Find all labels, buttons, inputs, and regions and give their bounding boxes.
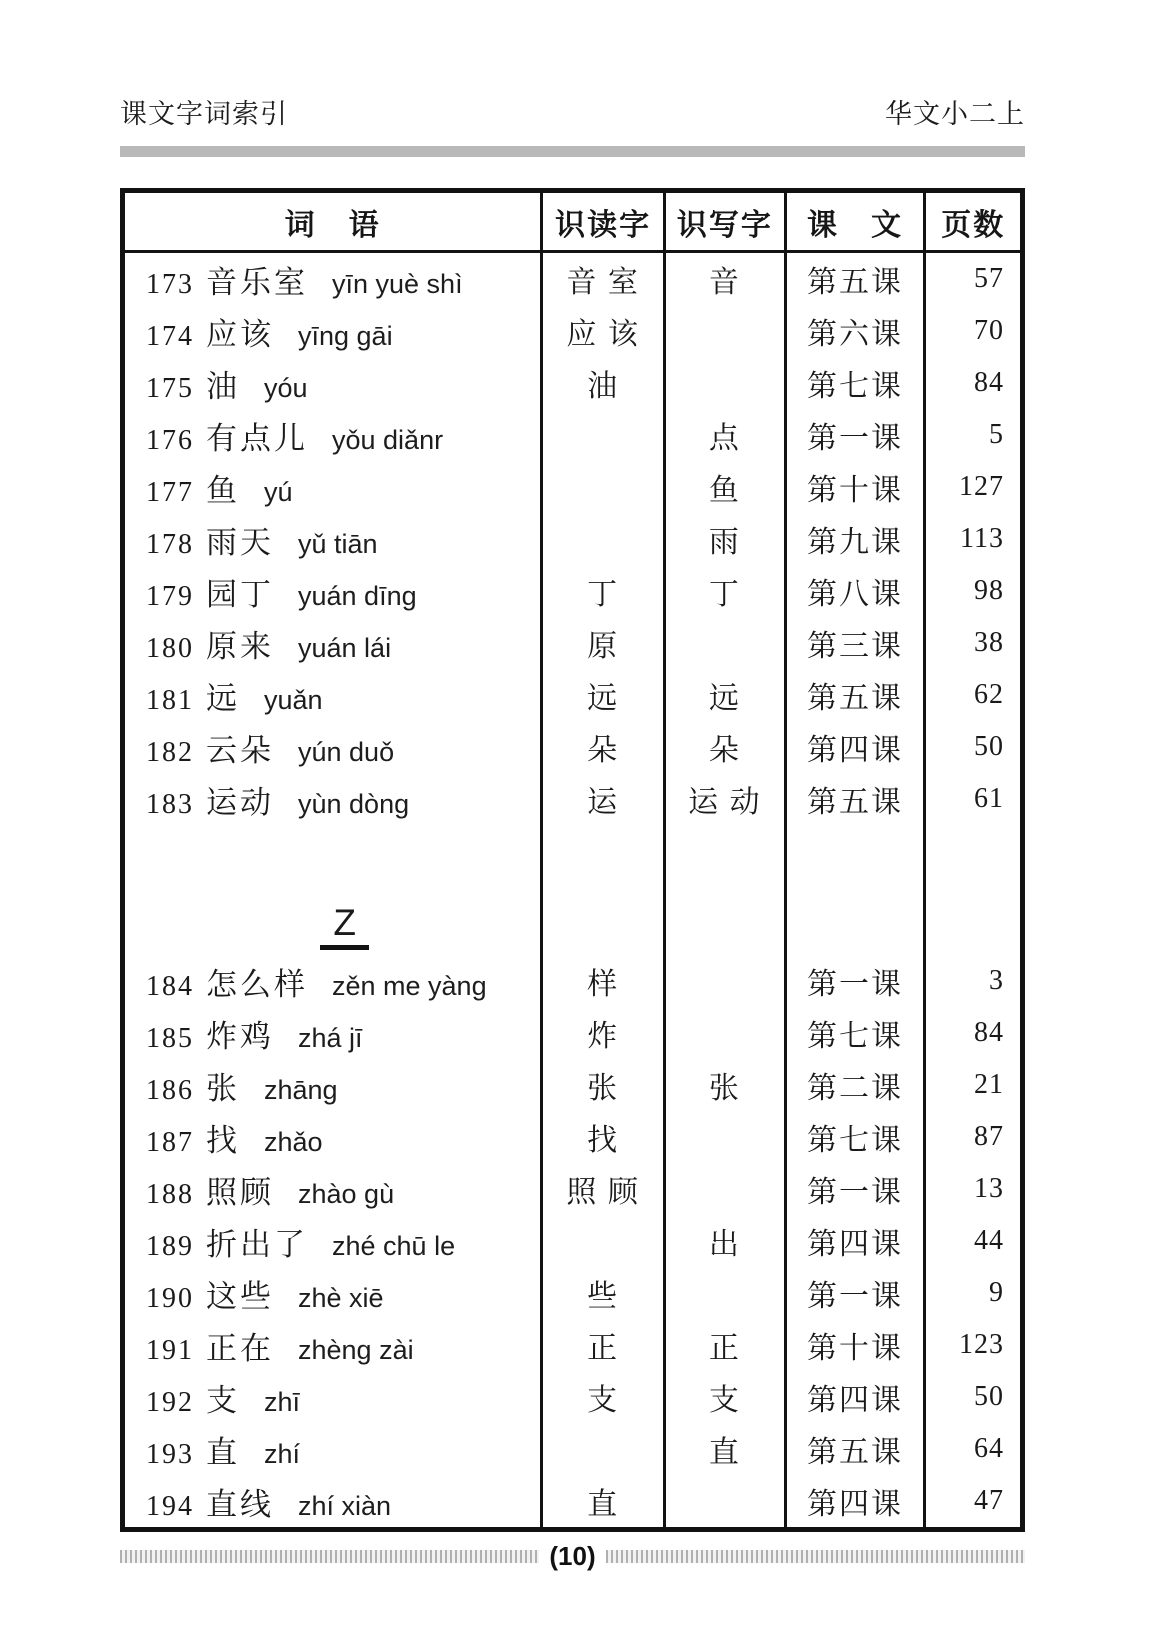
section-empty-cell (542, 825, 665, 955)
header-divider (120, 146, 1025, 157)
table-row (123, 1371, 1023, 1423)
lesson-cell: 第六课 (785, 305, 925, 357)
write-chars-cell: 出 (665, 1215, 786, 1267)
col-header-lesson: 课 文 (785, 191, 925, 252)
word-number: 183 (146, 788, 194, 820)
table-row (123, 721, 1023, 773)
lesson-cell: 第二课 (785, 1059, 925, 1111)
page-number-cell: 64 (925, 1423, 1023, 1475)
word-number: 193 (146, 1438, 194, 1470)
lesson-cell: 第四课 (785, 1215, 925, 1267)
write-chars-cell (665, 357, 786, 409)
word-hanzi: 音乐室 (206, 264, 308, 300)
footer-stripe-right (606, 1550, 1025, 1563)
word-cell (123, 773, 542, 825)
write-chars-cell: 鱼 (665, 461, 786, 513)
word-cell (123, 1423, 542, 1475)
page-footer (120, 1541, 1025, 1572)
table-row (123, 461, 1023, 513)
word-line (126, 621, 539, 666)
read-chars-cell: 照 顾 (542, 1163, 665, 1215)
word-pinyin: zhí (264, 1438, 301, 1469)
word-cell (123, 1163, 542, 1215)
read-chars-cell: 油 (542, 357, 665, 409)
write-chars-cell: 正 (665, 1319, 786, 1371)
write-chars-cell: 运 动 (665, 773, 786, 825)
word-hanzi: 应该 (206, 316, 274, 352)
page-number-cell: 113 (925, 513, 1023, 565)
word-pinyin: zěn me yàng (332, 970, 487, 1001)
word-cell (123, 1007, 542, 1059)
word-hanzi: 正在 (206, 1330, 274, 1366)
table-row (123, 1007, 1023, 1059)
word-pinyin: yùn dòng (298, 788, 410, 819)
read-chars-cell (542, 1423, 665, 1475)
word-line (126, 1115, 539, 1160)
lesson-cell: 第五课 (785, 1423, 925, 1475)
word-line (126, 725, 539, 770)
lesson-cell: 第十课 (785, 461, 925, 513)
lesson-cell: 第一课 (785, 1267, 925, 1319)
table-row (123, 1319, 1023, 1371)
word-line (126, 673, 539, 718)
col-header-word: 词 语 (123, 191, 542, 252)
word-pinyin: zhí xiàn (298, 1490, 392, 1521)
lesson-cell: 第八课 (785, 565, 925, 617)
word-pinyin: zhèng zài (298, 1334, 414, 1365)
section-empty-cell (665, 825, 786, 955)
read-chars-cell: 样 (542, 955, 665, 1007)
word-cell (123, 409, 542, 461)
word-pinyin: zhá jī (298, 1022, 363, 1053)
word-pinyin: zhè xiē (298, 1282, 384, 1313)
page-number-cell: 13 (925, 1163, 1023, 1215)
word-cell (123, 565, 542, 617)
lesson-cell: 第三课 (785, 617, 925, 669)
word-number: 192 (146, 1386, 194, 1418)
read-chars-cell: 直 (542, 1475, 665, 1530)
word-pinyin: yóu (264, 372, 308, 403)
word-hanzi: 雨天 (206, 524, 274, 560)
word-hanzi: 支 (206, 1382, 240, 1418)
word-hanzi: 炸鸡 (206, 1018, 274, 1054)
word-line (126, 1271, 539, 1316)
table-row (123, 1423, 1023, 1475)
lesson-cell: 第四课 (785, 1475, 925, 1530)
write-chars-cell: 雨 (665, 513, 786, 565)
page-number-cell: 21 (925, 1059, 1023, 1111)
word-cell (123, 1371, 542, 1423)
word-line (126, 569, 539, 614)
page-number-cell: 127 (925, 461, 1023, 513)
word-hanzi: 油 (206, 368, 240, 404)
page-number-cell: 47 (925, 1475, 1023, 1530)
word-hanzi: 云朵 (206, 732, 274, 768)
page-number-cell: 84 (925, 1007, 1023, 1059)
read-chars-cell: 应 该 (542, 305, 665, 357)
word-number: 176 (146, 424, 194, 456)
page-number-cell: 87 (925, 1111, 1023, 1163)
word-hanzi: 园丁 (206, 576, 274, 612)
word-line (126, 309, 539, 354)
word-line (126, 257, 539, 302)
word-hanzi: 张 (206, 1070, 240, 1106)
word-cell (123, 513, 542, 565)
word-number: 178 (146, 528, 194, 560)
write-chars-cell (665, 1111, 786, 1163)
table-row (123, 409, 1023, 461)
col-header-read-chars: 识读字 (542, 191, 665, 252)
running-header (120, 0, 1025, 131)
lesson-cell: 第七课 (785, 1111, 925, 1163)
page-number-cell: 50 (925, 1371, 1023, 1423)
word-pinyin: yǔ tiān (298, 528, 378, 559)
page-number-cell: 70 (925, 305, 1023, 357)
word-number: 181 (146, 684, 194, 716)
write-chars-cell (665, 305, 786, 357)
lesson-cell: 第一课 (785, 409, 925, 461)
word-line (126, 1427, 539, 1472)
page-number-cell: 38 (925, 617, 1023, 669)
word-hanzi: 远 (206, 680, 240, 716)
word-cell (123, 357, 542, 409)
word-pinyin: zhǎo (264, 1126, 323, 1157)
section-empty-cell (785, 825, 925, 955)
word-hanzi: 原来 (206, 628, 274, 664)
word-number: 194 (146, 1490, 194, 1522)
table-row (123, 357, 1023, 409)
read-chars-cell: 远 (542, 669, 665, 721)
word-pinyin: zhī (264, 1386, 301, 1417)
word-number: 180 (146, 632, 194, 664)
write-chars-cell (665, 617, 786, 669)
table-row (123, 617, 1023, 669)
table-row (123, 1215, 1023, 1267)
word-number: 186 (146, 1074, 194, 1106)
word-pinyin: yīng gāi (298, 320, 393, 351)
page-number-cell: 61 (925, 773, 1023, 825)
word-hanzi: 运动 (206, 784, 274, 820)
write-chars-cell (665, 1007, 786, 1059)
page-number-cell: 123 (925, 1319, 1023, 1371)
table-row (123, 955, 1023, 1007)
word-cell (123, 721, 542, 773)
write-chars-cell: 直 (665, 1423, 786, 1475)
word-line (126, 1219, 539, 1264)
write-chars-cell (665, 1267, 786, 1319)
lesson-cell: 第十课 (785, 1319, 925, 1371)
word-line (126, 1167, 539, 1212)
page-number-cell: 50 (925, 721, 1023, 773)
page-number-cell: 98 (925, 565, 1023, 617)
word-hanzi: 鱼 (206, 472, 240, 508)
lesson-cell: 第五课 (785, 773, 925, 825)
section-cell (123, 825, 542, 955)
read-chars-cell: 支 (542, 1371, 665, 1423)
section-letter-wrap (126, 902, 539, 954)
word-line (126, 413, 539, 458)
word-line (126, 1375, 539, 1420)
lesson-cell: 第四课 (785, 1371, 925, 1423)
read-chars-cell: 炸 (542, 1007, 665, 1059)
section-letter: Z (320, 902, 369, 950)
word-number: 185 (146, 1022, 194, 1054)
book-title: 华文小二上 (885, 99, 1025, 129)
word-cell (123, 1319, 542, 1371)
word-pinyin: yīn yuè shì (332, 268, 463, 299)
word-pinyin: zhé chū le (332, 1230, 456, 1261)
write-chars-cell (665, 1475, 786, 1530)
word-cell (123, 305, 542, 357)
word-hanzi: 折出了 (206, 1226, 308, 1262)
page-number-cell: 44 (925, 1215, 1023, 1267)
read-chars-cell (542, 461, 665, 513)
write-chars-cell: 张 (665, 1059, 786, 1111)
word-cell (123, 1475, 542, 1530)
word-line (126, 1323, 539, 1368)
word-hanzi: 照顾 (206, 1174, 274, 1210)
word-number: 175 (146, 372, 194, 404)
lesson-cell: 第七课 (785, 357, 925, 409)
table-row (123, 1267, 1023, 1319)
word-cell (123, 955, 542, 1007)
write-chars-cell: 远 (665, 669, 786, 721)
page-number-cell: 62 (925, 669, 1023, 721)
read-chars-cell: 张 (542, 1059, 665, 1111)
word-hanzi: 这些 (206, 1278, 274, 1314)
table-row (123, 1475, 1023, 1530)
word-number: 177 (146, 476, 194, 508)
word-number: 190 (146, 1282, 194, 1314)
page-number-cell: 9 (925, 1267, 1023, 1319)
word-cell (123, 1267, 542, 1319)
read-chars-cell: 些 (542, 1267, 665, 1319)
vocab-index-table (120, 188, 1025, 1532)
table-row (123, 669, 1023, 721)
write-chars-cell (665, 955, 786, 1007)
col-header-page: 页数 (925, 191, 1023, 252)
footer-page-number: (10) (549, 1541, 596, 1571)
read-chars-cell: 找 (542, 1111, 665, 1163)
write-chars-cell: 朵 (665, 721, 786, 773)
word-number: 179 (146, 580, 194, 612)
word-cell (123, 1111, 542, 1163)
page-number-cell: 57 (925, 252, 1023, 306)
word-line (126, 465, 539, 510)
word-hanzi: 怎么样 (206, 966, 308, 1002)
table-row (123, 1163, 1023, 1215)
table-row (123, 565, 1023, 617)
table-row (123, 1059, 1023, 1111)
lesson-cell: 第四课 (785, 721, 925, 773)
word-cell (123, 617, 542, 669)
word-pinyin: yuǎn (264, 684, 323, 715)
read-chars-cell: 原 (542, 617, 665, 669)
word-pinyin: yuán dīng (298, 580, 417, 611)
write-chars-cell (665, 1163, 786, 1215)
word-number: 188 (146, 1178, 194, 1210)
table-row (123, 305, 1023, 357)
word-line (126, 777, 539, 822)
word-line (126, 1479, 539, 1524)
word-pinyin: yún duǒ (298, 736, 395, 767)
table-body (123, 252, 1023, 1530)
word-hanzi: 有点儿 (206, 420, 308, 456)
table-row (123, 773, 1023, 825)
word-cell (123, 252, 542, 306)
word-cell (123, 1059, 542, 1111)
page-title: 课文字词索引 (120, 99, 288, 129)
footer-stripe-left (120, 1550, 539, 1563)
word-pinyin: zhào gù (298, 1178, 395, 1209)
word-line (126, 1063, 539, 1108)
word-pinyin: zhāng (264, 1074, 338, 1105)
table-row (123, 1111, 1023, 1163)
lesson-cell: 第一课 (785, 1163, 925, 1215)
word-number: 173 (146, 268, 194, 300)
table-row (123, 513, 1023, 565)
lesson-cell: 第一课 (785, 955, 925, 1007)
word-line (126, 517, 539, 562)
read-chars-cell (542, 1215, 665, 1267)
word-hanzi: 找 (206, 1122, 240, 1158)
page-number-cell: 84 (925, 357, 1023, 409)
table-header-row (123, 191, 1023, 252)
lesson-cell: 第七课 (785, 1007, 925, 1059)
word-number: 182 (146, 736, 194, 768)
write-chars-cell: 音 (665, 252, 786, 306)
section-row (123, 825, 1023, 955)
read-chars-cell: 朵 (542, 721, 665, 773)
read-chars-cell: 丁 (542, 565, 665, 617)
read-chars-cell (542, 513, 665, 565)
table-row (123, 252, 1023, 306)
word-cell (123, 461, 542, 513)
word-line (126, 1011, 539, 1056)
word-number: 191 (146, 1334, 194, 1366)
page-number-cell: 5 (925, 409, 1023, 461)
lesson-cell: 第九课 (785, 513, 925, 565)
word-cell (123, 1215, 542, 1267)
word-number: 187 (146, 1126, 194, 1158)
write-chars-cell: 丁 (665, 565, 786, 617)
page-number-cell: 3 (925, 955, 1023, 1007)
read-chars-cell (542, 409, 665, 461)
word-line (126, 959, 539, 1004)
word-number: 184 (146, 970, 194, 1002)
col-header-write-chars: 识写字 (665, 191, 786, 252)
read-chars-cell: 正 (542, 1319, 665, 1371)
word-line (126, 361, 539, 406)
write-chars-cell: 点 (665, 409, 786, 461)
word-pinyin: yǒu diǎnr (332, 424, 444, 455)
lesson-cell: 第五课 (785, 669, 925, 721)
word-number: 174 (146, 320, 194, 352)
word-hanzi: 直 (206, 1434, 240, 1470)
word-pinyin: yú (264, 476, 293, 507)
word-pinyin: yuán lái (298, 632, 392, 663)
word-number: 189 (146, 1230, 194, 1262)
lesson-cell: 第五课 (785, 252, 925, 306)
read-chars-cell: 音 室 (542, 252, 665, 306)
read-chars-cell: 运 (542, 773, 665, 825)
write-chars-cell: 支 (665, 1371, 786, 1423)
word-hanzi: 直线 (206, 1486, 274, 1522)
section-empty-cell (925, 825, 1023, 955)
word-cell (123, 669, 542, 721)
